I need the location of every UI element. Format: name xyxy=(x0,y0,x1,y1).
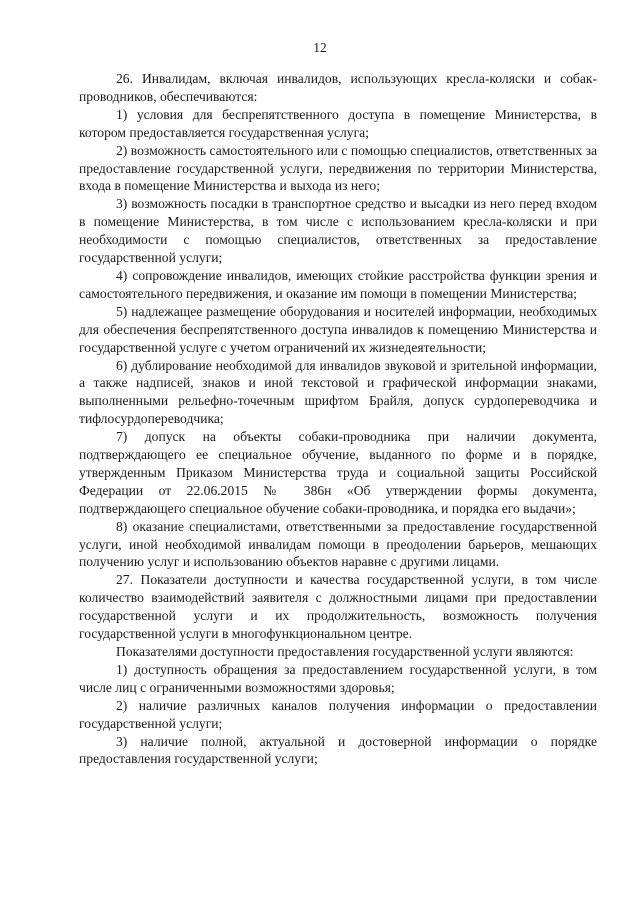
paragraph-27-item-3: 3) наличие полной, актуальной и достоверной информации о порядке предоставления государственной услуги; xyxy=(79,733,597,767)
paragraph-26-item-7: 7) допуск на объекты собаки-проводника при наличии документа, подтверждающего ее специальное обучение, выданного по форме и в порядке, утвержденным Приказом Министерства труда и социальной защиты Российской Федерации от 22.06.2015 № 386н «Об утверждении формы документа, подтверждающего специальное обучение собаки-проводника, и порядка его выдачи»; xyxy=(79,429,597,516)
paragraph-27-intro: Показателями доступности предоставления государственной услуги являются: xyxy=(116,644,574,659)
paragraph-26-item-6: 6) дублирование необходимой для инвалидов звуковой и зрительной информации, а также надписей, знаков и иной текстовой и графической информации знаками, выполненными рельефно-точечным шрифтом Брайля, допуск сурдопереводчика и тифлосурдопереводчика; xyxy=(79,357,597,427)
page-number: 12 xyxy=(313,40,327,55)
document-body xyxy=(79,70,597,768)
paragraph-26: 26. Инвалидам, включая инвалидов, использующих кресла-коляски и собак-проводников, обеспечиваются: xyxy=(79,71,597,104)
paragraph-26-item-1: 1) условия для беспрепятственного доступа в помещение Министерства, в котором предоставляется государственная услуга; xyxy=(79,106,597,140)
paragraph-27-item-2: 2) наличие различных каналов получения информации о предоставлении государственной услуги; xyxy=(79,697,597,731)
paragraph-27-item-1: 1) доступность обращения за предоставлением государственной услуги, в том числе лиц с ограниченными возможностями здоровья; xyxy=(79,661,597,695)
paragraph-26-item-8: 8) оказание специалистами, ответственными за предоставление государственной услуги, иной необходимой инвалидам помощи в преодолении барьеров, мешающих получению услуг и использованию объектов наравне с другими лицами. xyxy=(79,518,597,570)
paragraph-27: 27. Показатели доступности и качества государственной услуги, в том числе количество взаимодействий заявителя с должностными лицами при предоставлении государственной услуги и их продолжительность, возможность получения государственной услуги в многофункциональном центре. xyxy=(79,572,597,642)
paragraph-26-item-3: 3) возможность посадки в транспортное средство и высадки из него перед входом в помещение Министерства, в том числе с использованием кресла-коляски и при необходимости с помощью специалистов, ответственных за предоставление государственной услуги; xyxy=(79,196,597,266)
paragraph-26-item-2: 2) возможность самостоятельного или с помощью специалистов, ответственных за предоставление государственной услуги, передвижения по территории Министерства, входа в помещение Министерства и выхода из него; xyxy=(79,142,597,194)
paragraph-26-item-5: 5) надлежащее размещение оборудования и носителей информации, необходимых для обеспечения беспрепятственного доступа инвалидов к помещению Министерства и государственной услуге с учетом ограничений их жизнедеятельности; xyxy=(79,303,597,355)
paragraph-26-item-4: 4) сопровождение инвалидов, имеющих стойкие расстройства функции зрения и самостоятельного передвижения, и оказание им помощи в помещении Министерства; xyxy=(79,267,597,301)
